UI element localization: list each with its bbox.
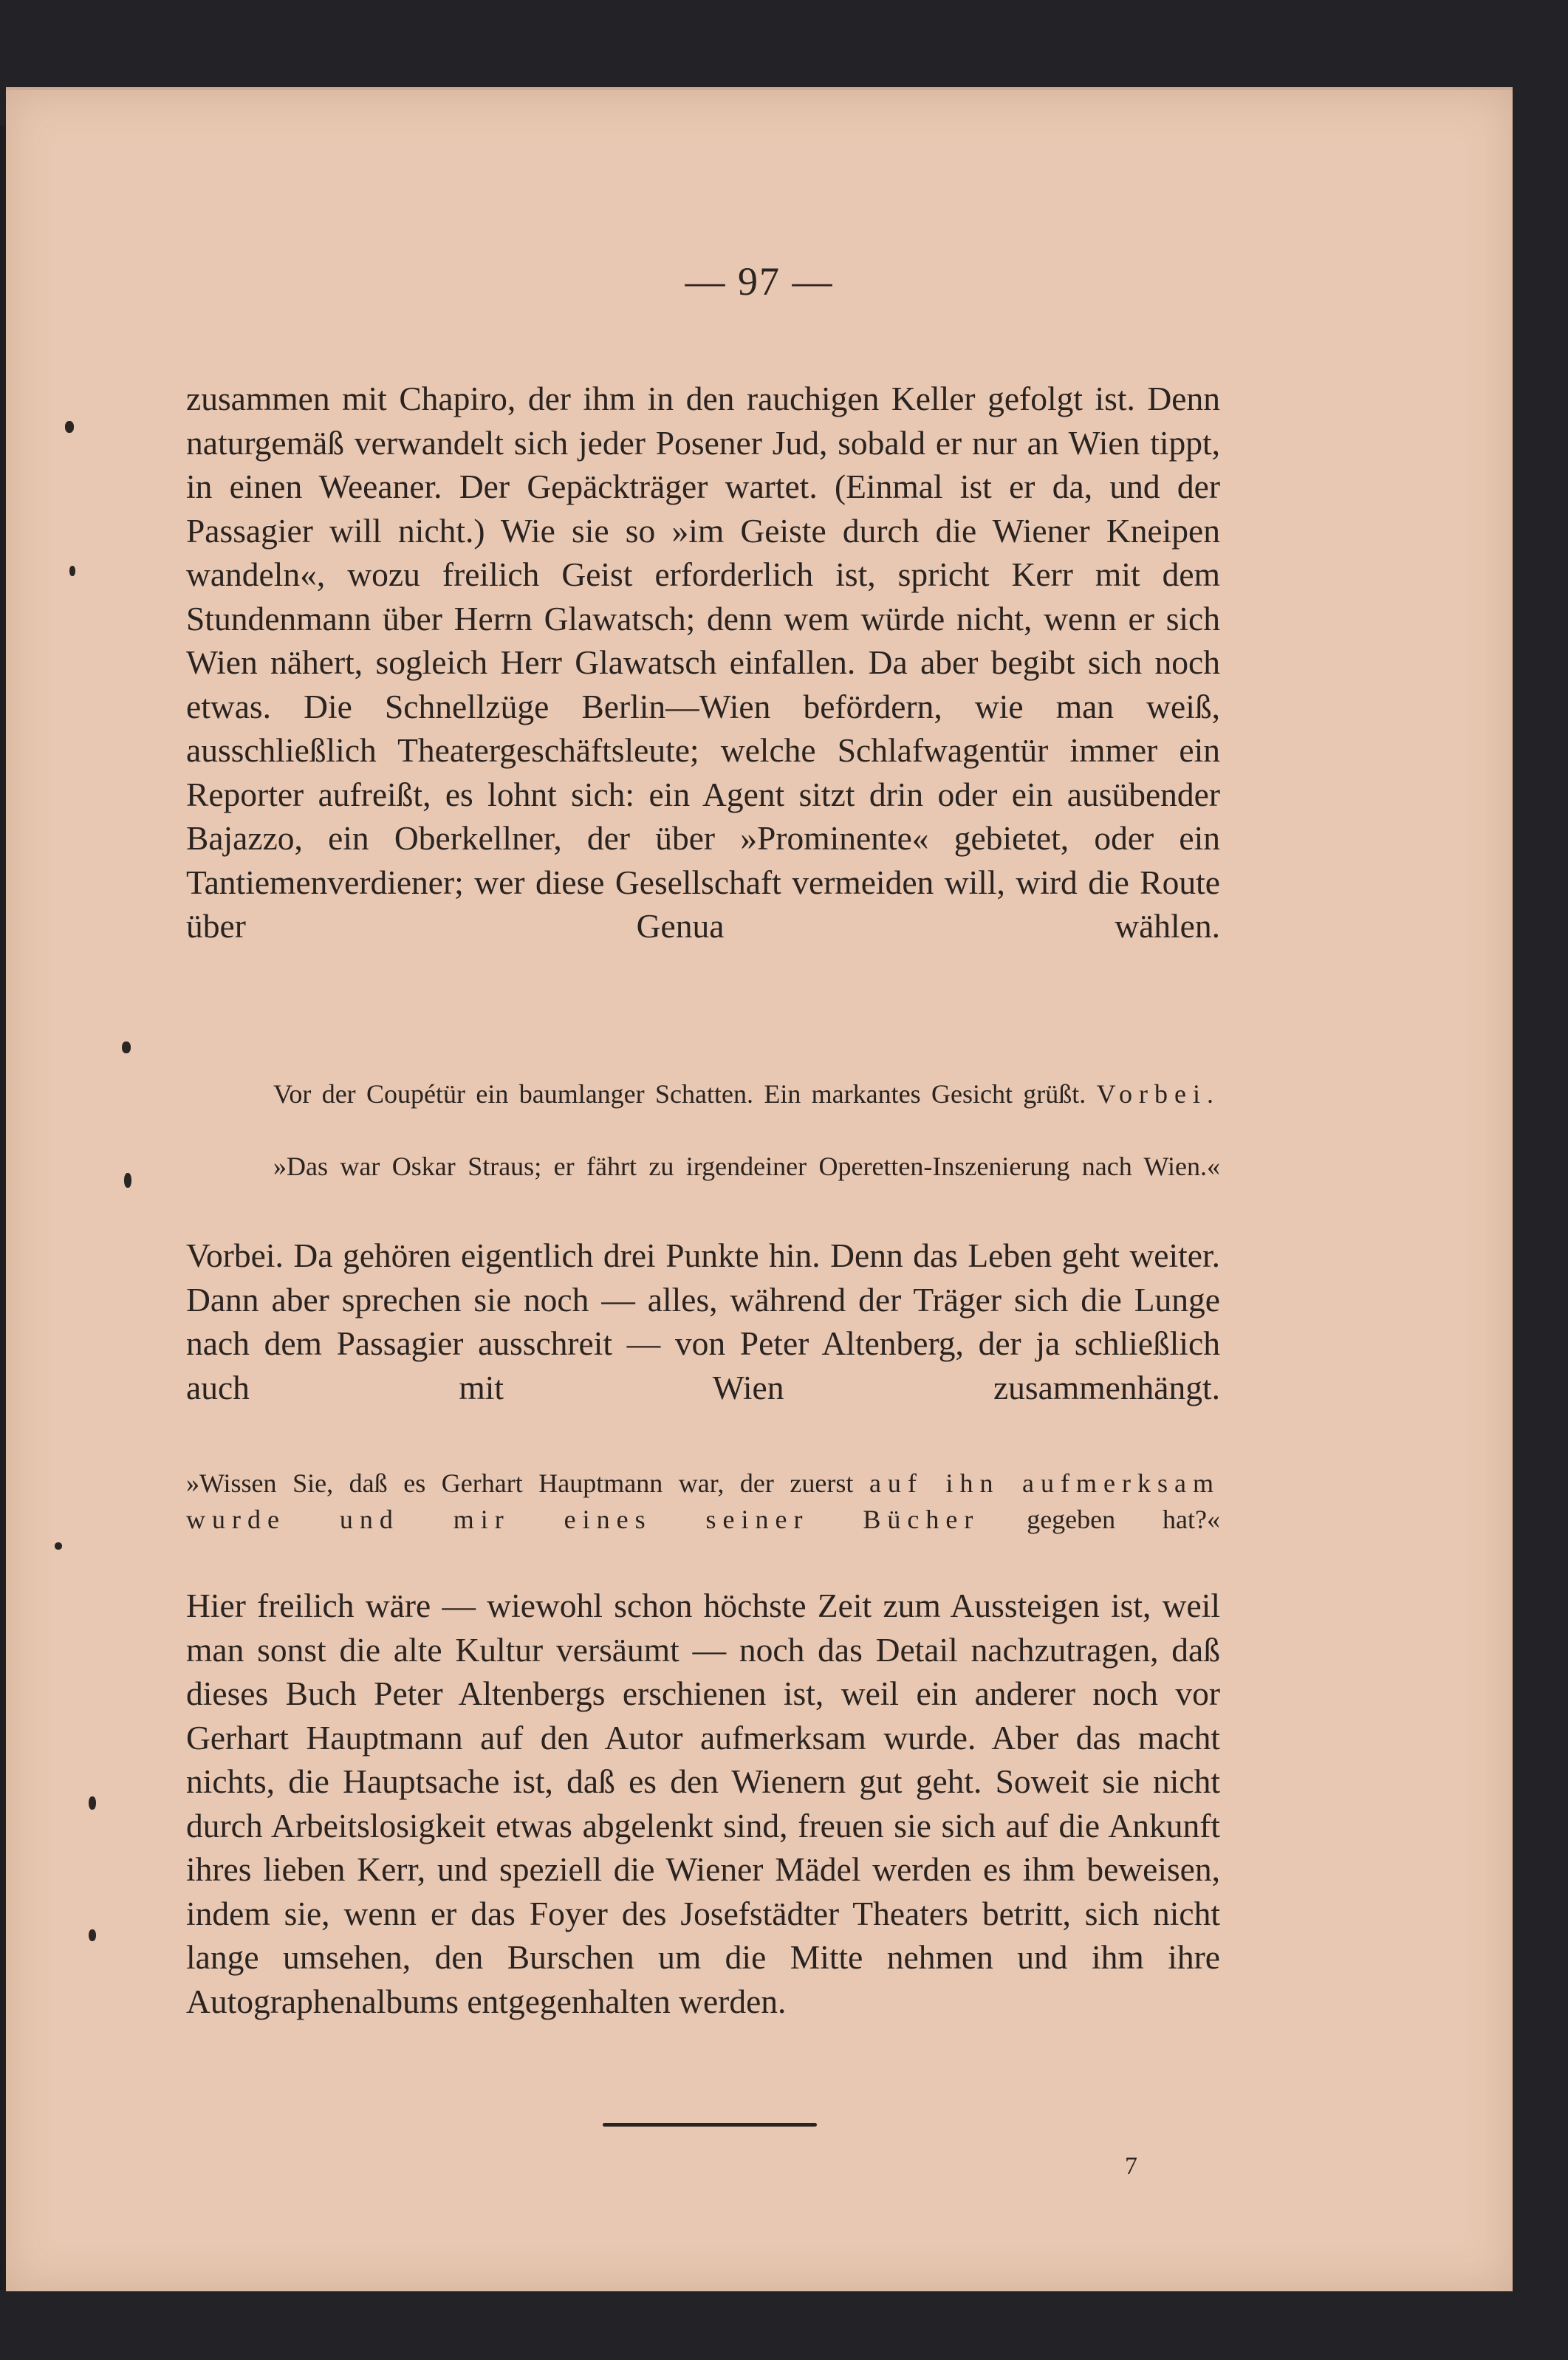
margin-mark [89, 1929, 96, 1941]
margin-mark [69, 566, 75, 576]
margin-mark [122, 1042, 131, 1053]
page-number-header: — 97 — [685, 259, 834, 304]
signature-mark: 7 [1125, 2152, 1137, 2180]
closing-rule [603, 2123, 817, 2127]
margin-mark [89, 1796, 96, 1810]
quote-text-1: Vor der Coupétür ein baumlanger Schatten. Ein markantes Gesicht grüßt. [273, 1079, 1097, 1109]
margin-mark [65, 421, 74, 433]
paragraph-3: Hier freilich wäre — wiewohl schon höchste Zeit zum Aussteigen ist, weil man sonst die alte Kultur versäumt — noch das Detail nachzutragen, daß dieses Buch Peter Altenbergs erschienen ist, weil ein anderer noch vor Gerhart Hauptmann auf den Autor aufmerksam wurde. Aber das macht nichts, die Hauptsache ist, daß es den Wienern gut geht. Soweit sie nicht durch Arbeitslosigkeit etwas abgelenkt sind, freuen sie sich auf die Ankunft ihres lieben Kerr, und speziell die Wiener Mädel werden es ihm beweisen, indem sie, wenn er das Foyer des Josefstädter Theaters betritt, sich nicht lange umsehen, den Burschen um die Mitte nehmen und ihm ihre Autographenalbums entgegenhalten werden. [186, 1587, 1220, 2020]
paragraph-2: Vorbei. Da gehören eigentlich drei Punkte hin. Denn das Leben geht weiter. Dann aber sprechen sie noch — alles, während der Träger sich die Lunge nach dem Passagier ausschreit — von Peter Altenberg, der ja schließlich auch mit Wien zusammenhängt. [186, 1237, 1220, 1406]
book-page [6, 87, 1513, 2291]
quote-text-end: gegeben hat?« [979, 1505, 1220, 1534]
margin-mark [124, 1173, 131, 1188]
quote-spaced-word: Vorbei. [1096, 1079, 1220, 1109]
quote-paragraph-2: »Das war Oskar Straus; er fährt zu irgendeiner Operetten-Inszenierung nach Wien.« [273, 1152, 1220, 1181]
quote-paragraph-3 [186, 1465, 1220, 1538]
quote-spaced-text: auf ihn aufmerksam wurde und mir eines seiner Bücher [186, 1468, 1220, 1534]
margin-mark [55, 1542, 62, 1550]
quote-text-start: »Wissen Sie, daß es Gerhart Hauptmann war, der zuerst [186, 1468, 869, 1498]
paragraph-1: zusammen mit Chapiro, der ihm in den rauchigen Keller gefolgt ist. Denn naturgemäß verwandelt sich jeder Posener Jud, sobald er nur an Wien tippt, in einen Weeaner. Der Gepäckträger wartet. (Einmal ist er da, und der Passagier will nicht.) Wie sie so »im Geiste durch die Wiener Kneipen wandeln«, wozu freilich Geist erforderlich ist, spricht Kerr mit dem Stundenmann über Herrn Glawatsch; denn wem würde nicht, wenn er sich Wien nähert, sogleich Herr Glawatsch einfallen. Da aber begibt sich noch etwas. Die Schnellzüge Berlin—Wien befördern, wie man weiß, ausschließlich Theatergeschäftsleute; welche Schlafwagentür immer ein Reporter aufreißt, es lohnt sich: ein Agent sitzt drin oder ein ausübender Bajazzo, ein Oberkellner, der über »Prominente« gebietet, oder ein Tantiemenverdiener; wer diese Gesellschaft vermeiden will, wird die Route über Genua wählen. [186, 380, 1220, 945]
quote-paragraph-1 [186, 1076, 1220, 1112]
